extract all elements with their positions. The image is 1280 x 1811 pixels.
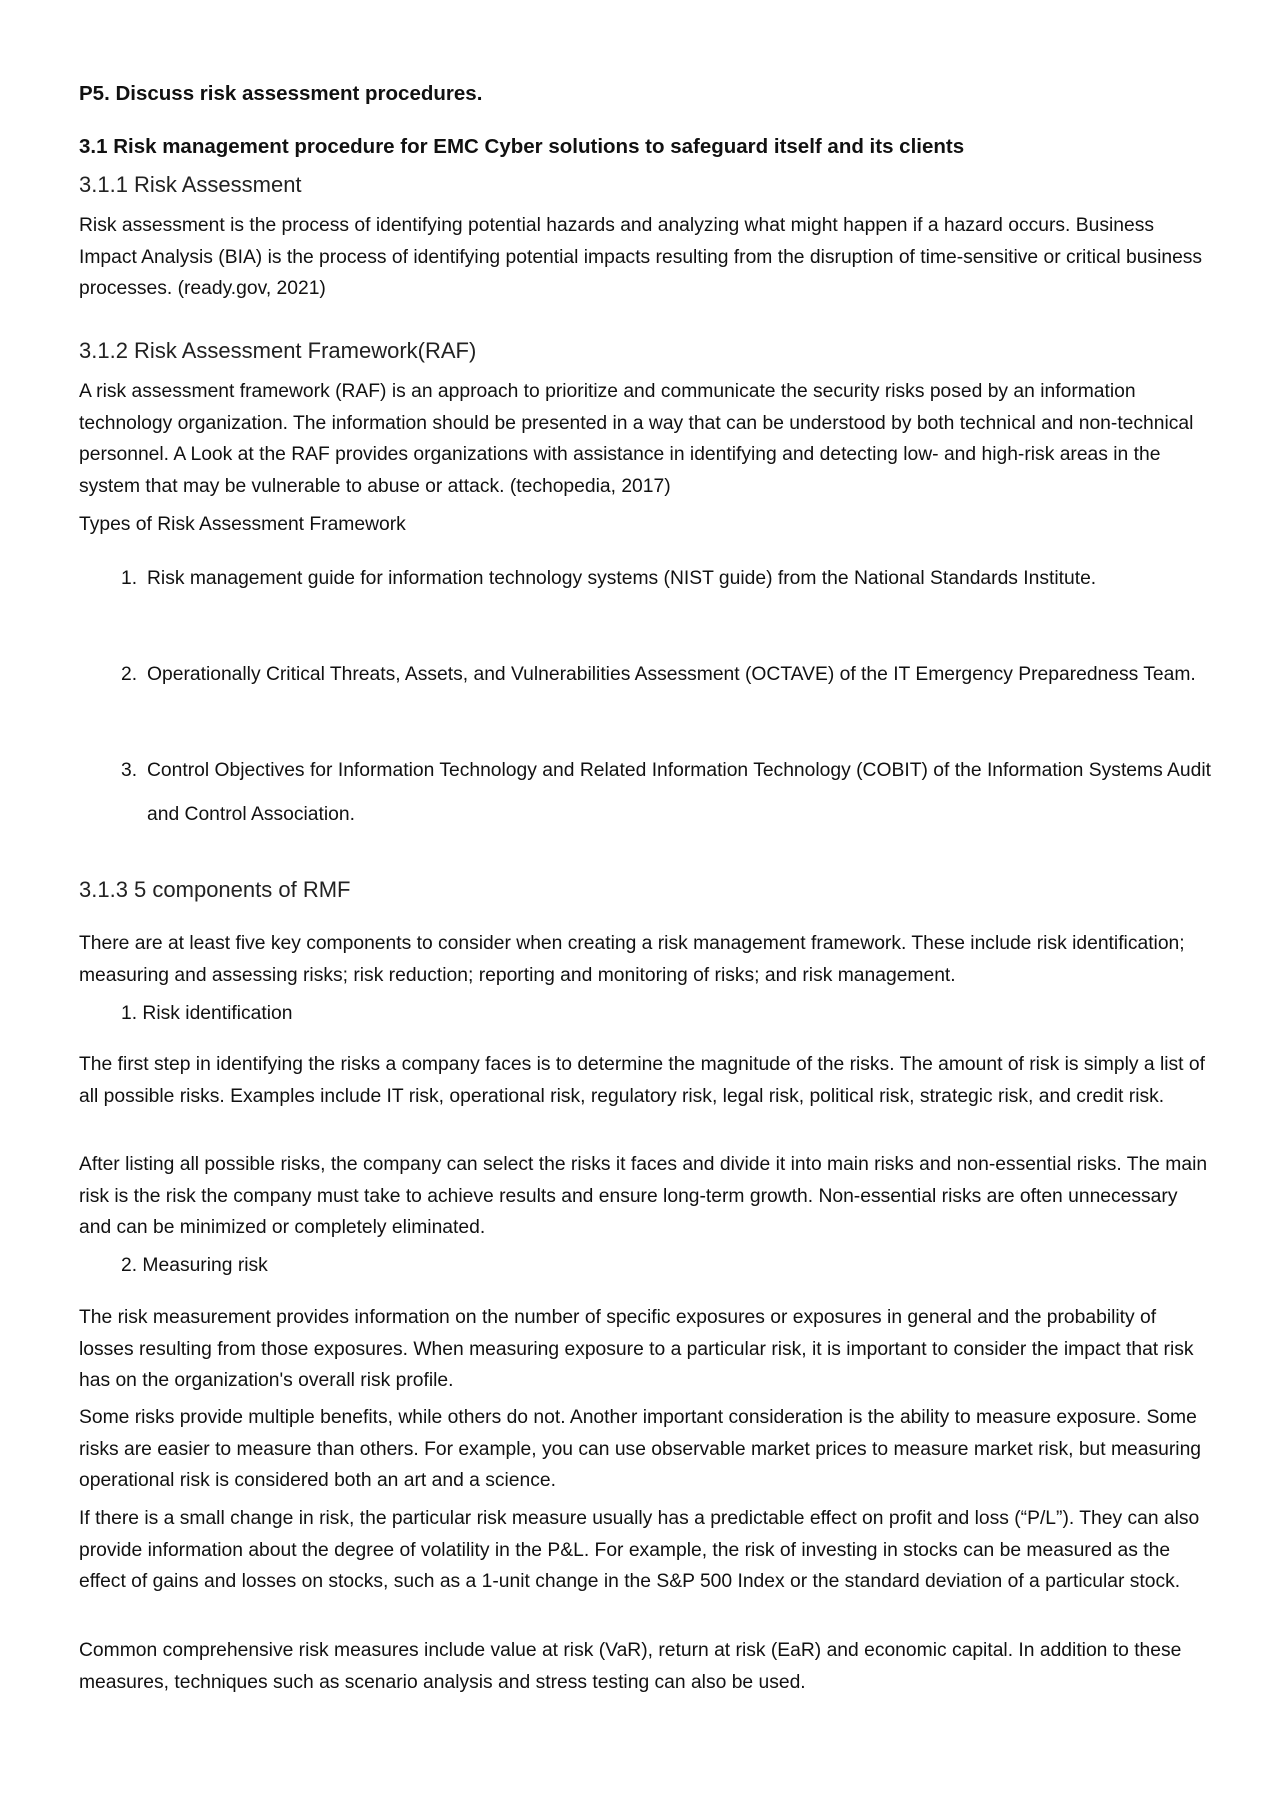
list-number: 3. bbox=[121, 760, 138, 781]
paragraph: After listing all possible risks, the company can select the risks it faces and divide it into main risks and non-essential risks. The main risk is the risk the company must take to achieve results and ensure long-term growth. Non-essential risks are often unnecessary and can be minimized or completely eliminated. bbox=[79, 1154, 1208, 1238]
section-heading: 3.1 Risk management procedure for EMC Cyber solutions to safeguard itself and its clients bbox=[79, 135, 965, 158]
list-item bbox=[121, 653, 1211, 697]
subitem-risk-identification: 1. Risk identification bbox=[121, 1003, 293, 1024]
list-text: Risk management guide for information technology systems (NIST guide) from the National Standards Institute. bbox=[147, 568, 1097, 589]
paragraph-raf: A risk assessment framework (RAF) is an approach to prioritize and communicate the security risks posed by an information technology organization. The information should be presented in a way that can be understood by both technical and non-technical personnel. A Look at the RAF provides organizations with assistance in identifying and detecting low- and high-risk areas in the system that may be vulnerable to abuse or attack. (techopedia, 2017) bbox=[79, 381, 1194, 497]
heading-3-1-3: 3.1.3 5 components of RMF bbox=[79, 877, 351, 902]
list-item bbox=[121, 557, 1211, 601]
list-number: 2. bbox=[121, 664, 138, 685]
list-item bbox=[121, 749, 1211, 836]
paragraph: If there is a small change in risk, the particular risk measure usually has a predictable effect on profit and loss (“P/L”). They can also provide information about the degree of volatility in the P&L. For example, the risk of investing in stocks can be measured as the effect of gains and losses on stocks, such as a 1-unit change in the S&P 500 Index or the standard deviation of a particular stock. bbox=[79, 1508, 1200, 1592]
heading-3-1-1: 3.1.1 Risk Assessment bbox=[79, 172, 302, 197]
paragraph: Common comprehensive risk measures include value at risk (VaR), return at risk (EaR) and economic capital. In addition to these measures, techniques such as scenario analysis and stress testing can also be used. bbox=[79, 1640, 1182, 1693]
subitem-measuring-risk: 2. Measuring risk bbox=[121, 1255, 268, 1276]
page-title: P5. Discuss risk assessment procedures. bbox=[79, 82, 483, 105]
types-label: Types of Risk Assessment Framework bbox=[79, 514, 406, 535]
paragraph: The first step in identifying the risks a company faces is to determine the magnitude of the risks. The amount of risk is simply a list of all possible risks. Examples include IT risk, operational risk, regulatory risk, legal risk, political risk, strategic risk, and credit risk. bbox=[79, 1054, 1205, 1107]
heading-3-1-2: 3.1.2 Risk Assessment Framework(RAF) bbox=[79, 338, 477, 363]
list-text: Operationally Critical Threats, Assets, and Vulnerabilities Assessment (OCTAVE) of the IT Emergency Preparedness Team. bbox=[147, 664, 1196, 685]
list-text: Control Objectives for Information Technology and Related Information Technology (COBIT) of the Information Systems Audit and Control Association. bbox=[147, 760, 1211, 825]
list-number: 1. bbox=[121, 568, 138, 589]
paragraph-rmf-intro: There are at least five key components to consider when creating a risk management framework. These include risk identification; measuring and assessing risks; risk reduction; reporting and monitoring of risks; and risk management. bbox=[79, 933, 1185, 986]
paragraph: The risk measurement provides information on the number of specific exposures or exposures in general and the probability of losses resulting from those exposures. When measuring exposure to a particular risk, it is important to consider the impact that risk has on the organization's overall risk profile. bbox=[79, 1307, 1194, 1391]
paragraph-risk-assessment: Risk assessment is the process of identifying potential hazards and analyzing what might happen if a hazard occurs. Business Impact Analysis (BIA) is the process of identifying potential impacts resulting from the disruption of time-sensitive or critical business processes. (ready.gov, 2021) bbox=[79, 215, 1203, 299]
paragraph: Some risks provide multiple benefits, while others do not. Another important consideration is the ability to measure exposure. Some risks are easier to measure than others. For example, you can use observable market prices to measure market risk, but measuring operational risk is considered both an art and a science. bbox=[79, 1407, 1202, 1491]
